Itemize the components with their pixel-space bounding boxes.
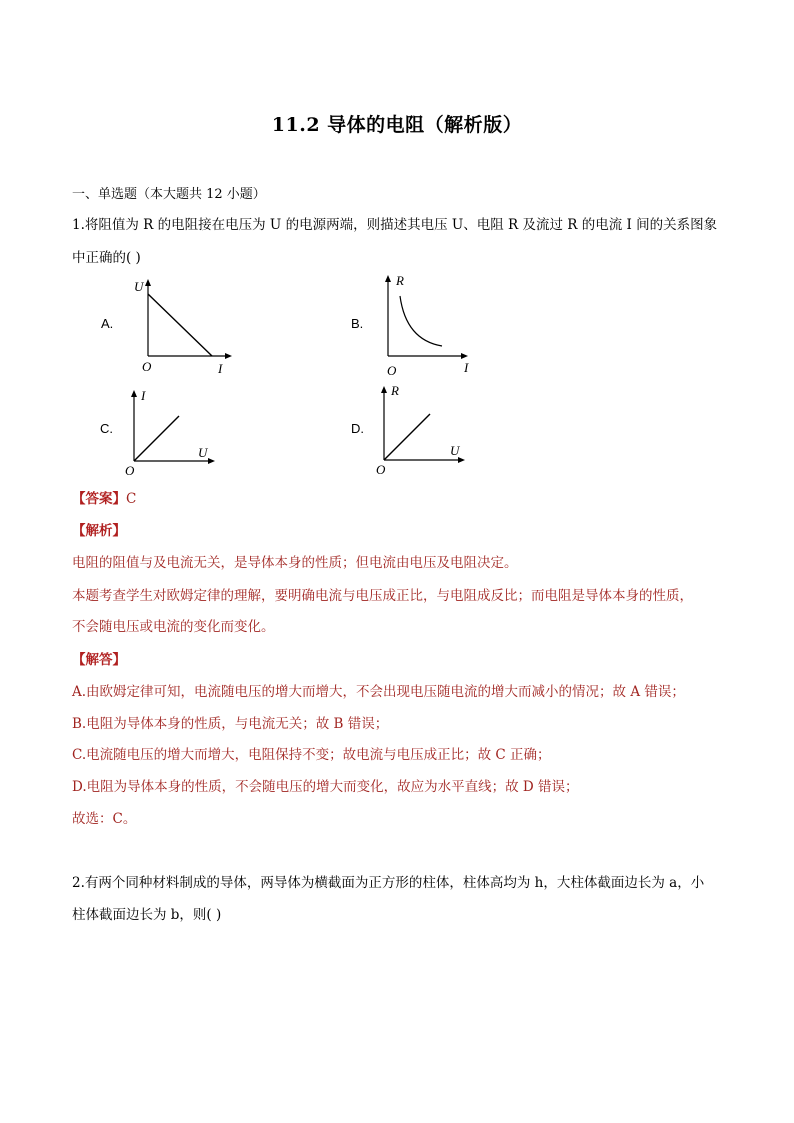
option-d-label: D. <box>351 421 364 436</box>
option-c-x-label: U <box>198 445 208 460</box>
section-heading: 一、单选题（本大题共 12 小题） <box>72 187 266 202</box>
question-2-text-line2: 柱体截面边长为 b，则( ) <box>72 907 222 923</box>
solution-tag: 【解答】 <box>72 652 126 668</box>
option-a-x-label: I <box>218 361 223 376</box>
option-d-x-label: U <box>450 443 460 458</box>
option-a-x-arrow <box>225 353 232 359</box>
option-b-y-arrow <box>385 275 391 282</box>
solution-tag-line <box>72 648 126 668</box>
answer-tag: 【答案】 <box>72 491 126 507</box>
analysis-line-1: 电阻的阻值与及电流无关，是导体本身的性质；但电流由电压及电阻决定。 <box>72 555 518 571</box>
option-d-line <box>384 414 430 460</box>
solution-choice: 故选：C。 <box>72 811 137 827</box>
option-c-y-arrow <box>131 390 137 397</box>
solution-a: A.由欧姆定律可知，电流随电压的增大而增大，不会出现电压随电流的增大而减小的情况；故 A 错误； <box>72 684 685 700</box>
answer-line <box>72 487 136 507</box>
option-b-graph <box>378 268 488 378</box>
option-d-y-label: R <box>391 383 399 398</box>
option-c-label: C. <box>100 421 113 436</box>
analysis-tag-line <box>72 519 126 539</box>
page-title: 11.2 导体的电阻（解析版） <box>271 114 523 136</box>
option-a-y-label: U <box>134 279 144 294</box>
option-b-y-label: R <box>396 273 404 288</box>
option-b-label: B. <box>351 316 364 331</box>
option-b-origin-label: O <box>387 363 397 378</box>
option-c-origin-label: O <box>125 463 135 478</box>
option-c-line <box>134 416 179 461</box>
option-b-x-label: I <box>464 360 469 375</box>
option-a-y-arrow <box>145 279 151 286</box>
option-a-line <box>148 294 212 356</box>
option-a-label: A. <box>101 316 114 331</box>
solution-c: C.电流随电压的增大而增大，电阻保持不变；故电流与电压成正比；故 C 正确； <box>72 747 551 763</box>
option-c-graph <box>122 383 222 478</box>
solution-b: B.电阻为导体本身的性质，与电流无关；故 B 错误； <box>72 716 389 732</box>
analysis-line-3: 不会随电压或电流的变化而变化。 <box>72 619 275 635</box>
question-1-text-line1: 1.将阻值为 R 的电阻接在电压为 U 的电源两端，则描述其电压 U、电阻 R 及流过 R 的电流 I 间的关系图象 <box>72 217 718 233</box>
option-c-x-arrow <box>208 458 215 464</box>
option-b-curve <box>400 296 442 346</box>
option-d-origin-label: O <box>376 462 386 477</box>
option-a-graph <box>125 276 245 376</box>
option-d-y-arrow <box>381 386 387 393</box>
question-2-text-line1: 2.有两个同种材料制成的导体，两导体为横截面为正方形的柱体，柱体高均为 h，大柱体截面边长为 a，小 <box>72 875 705 891</box>
option-b-x-arrow <box>461 353 468 359</box>
option-a-origin-label: O <box>142 359 152 374</box>
option-d-graph <box>374 380 474 480</box>
option-c-y-label: I <box>141 388 146 403</box>
analysis-tag: 【解析】 <box>72 523 126 539</box>
solution-d: D.电阻为导体本身的性质，不会随电压的增大而变化，故应为水平直线；故 D 错误； <box>72 779 579 795</box>
answer-value: C <box>126 491 137 507</box>
analysis-line-2: 本题考查学生对欧姆定律的理解，要明确电流与电压成正比，与电阻成反比；而电阻是导体本身的性质， <box>72 588 693 604</box>
question-1-text-line2: 中正确的( ) <box>72 250 141 266</box>
